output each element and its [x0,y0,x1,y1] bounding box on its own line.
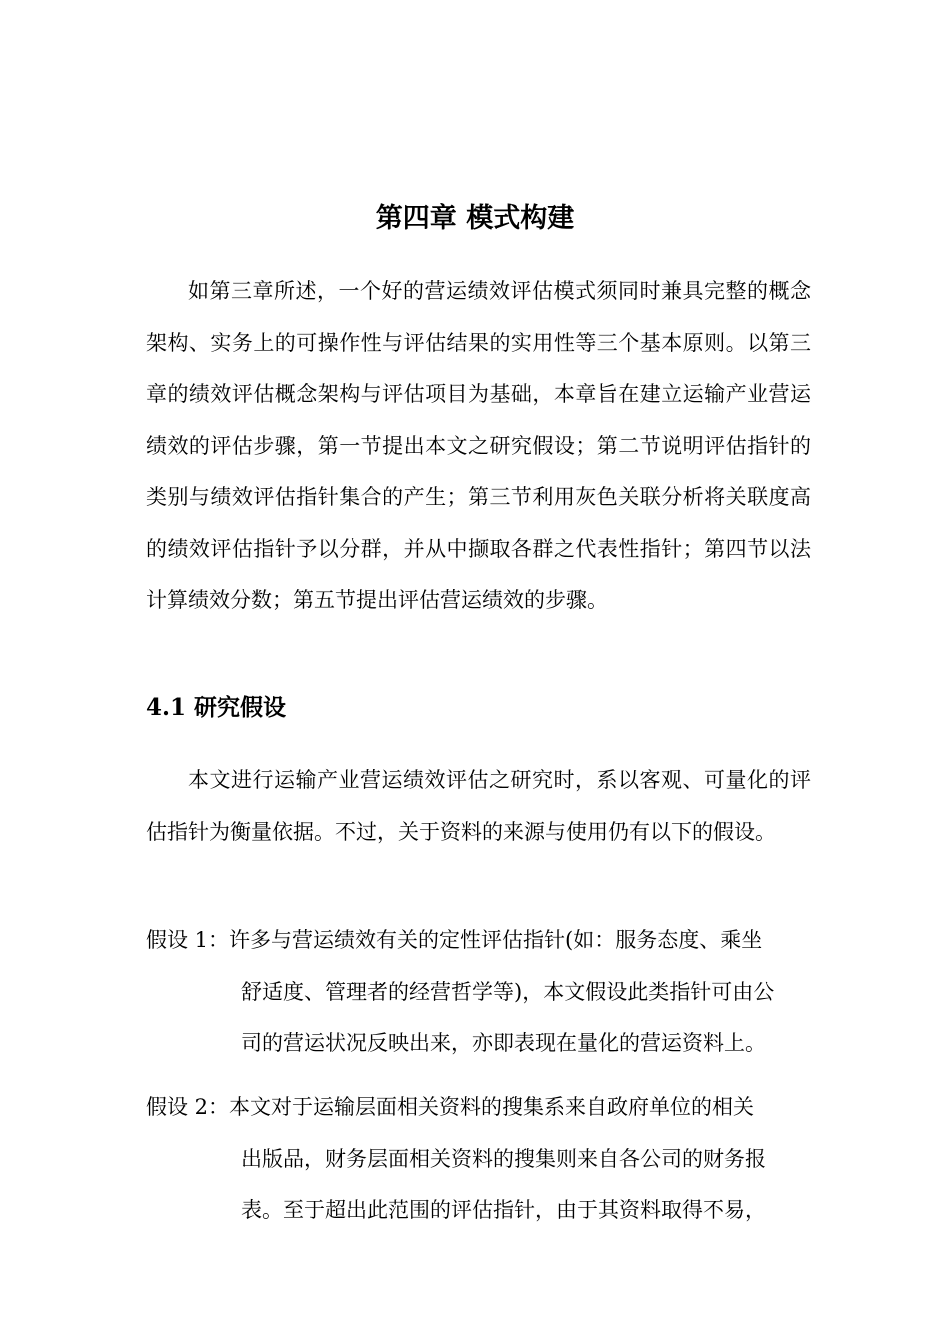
hypothesis-line: 司的营运状况反映出来，亦即表现在量化的营运资料上。 [241,1031,766,1055]
hypothesis-line: 假设 1：许多与营运绩效有关的定性评估指针(如：服务态度、乘坐 [146,928,763,952]
hypothesis-2 [146,1082,811,1237]
chapter-intro-paragraph: 如第三章所述，一个好的营运绩效评估模式须同时兼具完整的概念架构、实务上的可操作性与评估结果的实用性等三个基本原则。以第三章的绩效评估概念架构与评估项目为基础，本章旨在建立运输产业营运绩效的评估步骤，第一节提出本文之研究假设；第二节说明评估指针的类别与绩效评估指针集合的产生；第三节利用灰色关联分析将关联度高的绩效评估指针予以分群，并从中撷取各群之代表性指针；第四节以法计算绩效分数；第五节提出评估营运绩效的步骤。 [146,279,811,612]
hypothesis-line: 表。至于超出此范围的评估指针，由于其资料取得不易， [241,1198,766,1222]
hypothesis-line: 舒适度、管理者的经营哲学等)，本文假设此类指针可由公 [241,979,775,1004]
hypothesis-1 [146,915,811,1070]
section-intro-paragraph: 本文进行运输产业营运绩效评估之研究时，系以客观、可量化的评估指针为衡量依据。不过，关于资料的来源与使用仍有以下的假设。 [146,768,811,844]
chapter-title: 第四章 模式构建 [375,203,575,234]
hypothesis-line: 假设 2：本文对于运输层面相关资料的搜集系来自政府单位的相关 [146,1095,755,1119]
section-heading: 4.1 研究假设 [146,694,287,721]
hypothesis-line: 出版品，财务层面相关资料的搜集则来自各公司的财务报 [241,1146,766,1171]
